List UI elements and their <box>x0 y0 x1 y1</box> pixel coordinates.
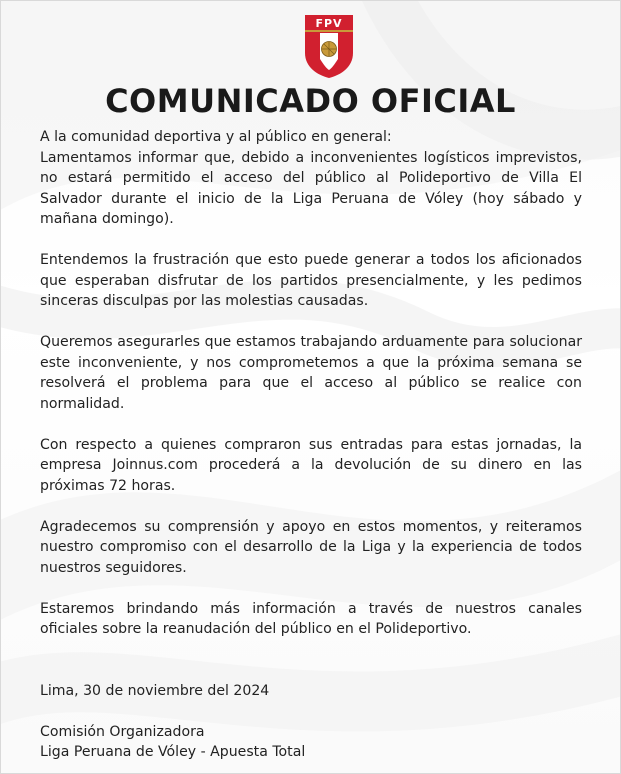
paragraph-thanks: Agradecemos su comprensión y apoyo en estos momentos, y reiteramos nuestro compromiso con el desarrollo de la Liga y la experiencia de todos nuestros seguidores. <box>40 518 582 576</box>
paragraph-info: Estaremos brindando más información a través de nuestros canales oficiales sobre la reanudación del público en el Polideportivo. <box>40 600 582 637</box>
signature-line-2: Liga Peruana de Vóley - Apuesta Total <box>40 744 306 760</box>
fpv-logo <box>303 13 355 79</box>
statement-body <box>40 127 582 763</box>
date-line: Lima, 30 de noviembre del 2024 <box>40 682 270 699</box>
signature-line-1: Comisión Organizadora <box>40 723 205 740</box>
paragraph-access: Lamentamos informar que, debido a inconvenientes logísticos imprevistos, no estará permitido el acceso del público al Polideportivo de Villa El Salvador durante el inicio de la Liga Peruana de Vóley (hoy sábado y mañana domingo). <box>40 149 582 227</box>
paragraph-apology: Entendemos la frustración que esto puede generar a todos los aficionados que esperaban disfrutar de los partidos presencialmente, y les pedimos sinceras disculpas por las molestias causadas. <box>40 252 582 309</box>
page-title: COMUNICADO OFICIAL <box>105 82 516 120</box>
logo-text: FPV <box>315 17 343 30</box>
paragraph-commitment: Queremos asegurarles que estamos trabajando arduamente para solucionar este inconveniente, y nos comprometemos a que la próxima semana se resolverá el problema para que el acceso al público se realice con normalidad. <box>40 334 582 412</box>
paragraph-refund: Con respecto a quienes compraron sus entradas para estas jornadas, la empresa Joinnus.com procederá a la devolución de su dinero en las próximas 72 horas. <box>40 436 582 494</box>
greeting-paragraph: A la comunidad deportiva y al público en general: <box>40 129 392 145</box>
